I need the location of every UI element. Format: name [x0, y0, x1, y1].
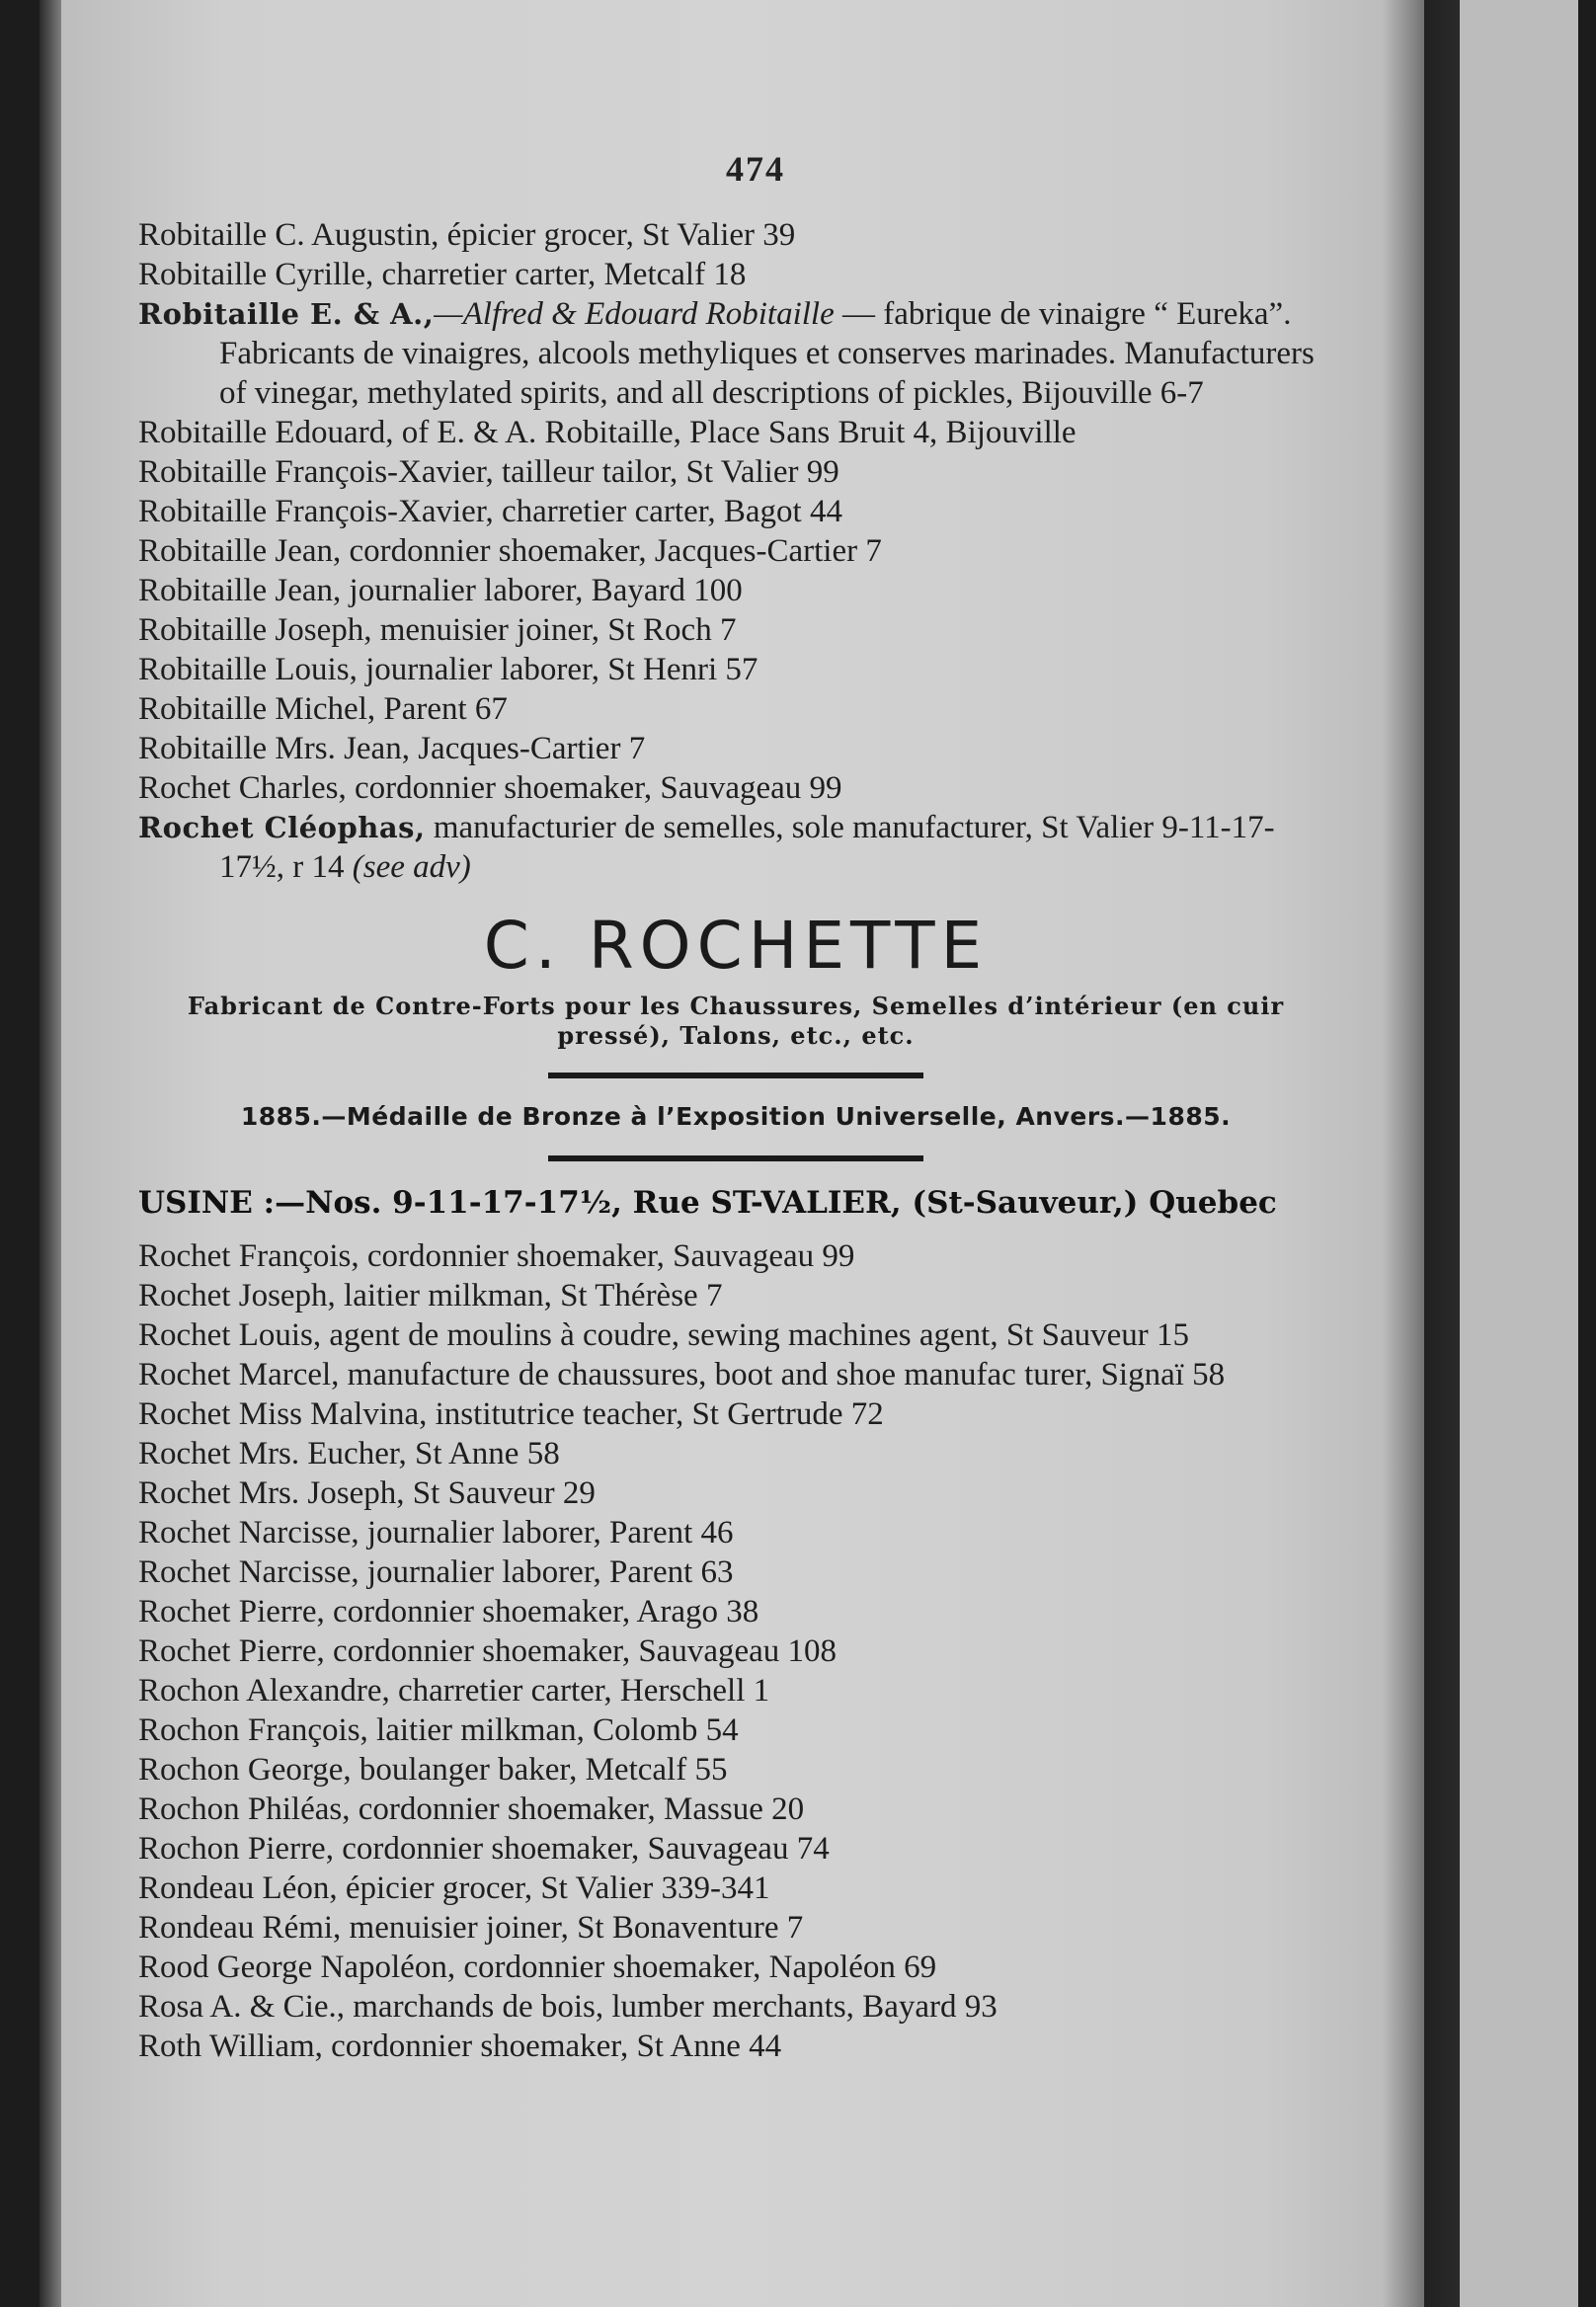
entry-text: Rochon Philéas, cordonnier shoemaker, Massue 20 [138, 1791, 805, 1827]
directory-entry [138, 1869, 1333, 1908]
entry-text: Rochet Joseph, laitier milkman, St Thérèse 7 [138, 1278, 723, 1313]
entry-bold-name: Rochet Cléophas, [138, 811, 426, 844]
entry-text: Robitaille Jean, journalier laborer, Bayard 100 [138, 573, 743, 608]
entry-text: Rosa A. & Cie., marchands de bois, lumber merchants, Bayard 93 [138, 1989, 998, 2025]
entry-text: Rochet Marcel, manufacture de chaussures, boot and shoe manufac turer, Signaï 58 [138, 1357, 1226, 1392]
ad-subtitle: Fabricant de Contre-Forts pour les Chaussures, Semelles d’intérieur (en cuir pressé), Talons, etc., etc. [187, 992, 1285, 1050]
directory-entry [138, 215, 1333, 255]
entry-text: Robitaille Michel, Parent 67 [138, 691, 508, 727]
directory-entry [138, 729, 1333, 768]
page-number: 474 [726, 149, 785, 189]
directory-entry [138, 1473, 1333, 1513]
directory-entry [138, 650, 1333, 689]
directory-entry [138, 255, 1333, 294]
directory-entry [138, 1355, 1333, 1394]
entry-text: Rood George Napoléon, cordonnier shoemaker, Napoléon 69 [138, 1949, 937, 1985]
entry-text: Rochet Mrs. Joseph, St Sauveur 29 [138, 1475, 596, 1511]
directory-entry [138, 413, 1333, 452]
directory-entry [138, 1948, 1333, 1987]
directory-entry [138, 1987, 1333, 2027]
entry-bold-name: Robitaille E. & A., [138, 297, 435, 331]
entry-italic-text: —Alfred & Edouard Robitaille [434, 296, 835, 332]
entry-text: Rochet Charles, cordonnier shoemaker, Sauvageau 99 [138, 770, 842, 806]
directory-entry [138, 1671, 1333, 1710]
directory-entry [138, 1908, 1333, 1948]
entry-text: Robitaille Cyrille, charretier carter, Metcalf 18 [138, 257, 747, 292]
entry-text: Rochet Louis, agent de moulins à coudre, sewing machines agent, St Sauveur 15 [138, 1317, 1190, 1353]
entry-text: Rochon Pierre, cordonnier shoemaker, Sauvageau 74 [138, 1831, 830, 1867]
entry-list-top [138, 215, 1333, 887]
ad-divider [548, 1155, 923, 1161]
entry-text: Robitaille François-Xavier, charretier carter, Bagot 44 [138, 494, 842, 529]
entry-text: Rochon François, laitier milkman, Colomb 54 [138, 1712, 739, 1748]
entry-text: Rondeau Léon, épicier grocer, St Valier 339-341 [138, 1870, 770, 1906]
entry-text: Rochet Pierre, cordonnier shoemaker, Arago 38 [138, 1594, 759, 1630]
directory-entry [138, 452, 1333, 492]
directory-entry [138, 1236, 1333, 1276]
entry-text: Rochet Narcisse, journalier laborer, Parent 63 [138, 1554, 734, 1590]
entry-text: Roth William, cordonnier shoemaker, St Anne 44 [138, 2029, 782, 2064]
directory-entry [138, 689, 1333, 729]
directory-entry [138, 294, 1333, 413]
entry-text: Rondeau Rémi, menuisier joiner, St Bonaventure 7 [138, 1910, 804, 1946]
entry-text: Robitaille Joseph, menuisier joiner, St Roch 7 [138, 612, 737, 648]
directory-listing [138, 215, 1333, 2066]
directory-entry [138, 1829, 1333, 1869]
entry-text: Robitaille Mrs. Jean, Jacques-Cartier 7 [138, 731, 646, 766]
entry-text: Robitaille Jean, cordonnier shoemaker, Jacques-Cartier 7 [138, 533, 882, 569]
facing-page-edge [1460, 0, 1578, 2307]
entry-text: Rochet Narcisse, journalier laborer, Parent 46 [138, 1515, 734, 1551]
entry-text: Rochet Miss Malvina, institutrice teacher, St Gertrude 72 [138, 1396, 884, 1432]
directory-entry [138, 768, 1333, 808]
directory-entry [138, 1750, 1333, 1790]
directory-entry [138, 531, 1333, 571]
directory-entry [138, 571, 1333, 610]
directory-entry [138, 1552, 1333, 1592]
ad-factory-address: USINE :—Nos. 9-11-17-17½, Rue ST-VALIER, (St-Sauveur,) Quebec [138, 1185, 1277, 1221]
directory-entry [138, 1790, 1333, 1829]
directory-entry [138, 1276, 1333, 1315]
rochette-advertisement [138, 907, 1333, 1223]
entry-text: Rochet Pierre, cordonnier shoemaker, Sauvageau 108 [138, 1633, 838, 1669]
directory-entry [138, 1434, 1333, 1473]
entry-text: manufacturier de semelles, sole manufacturer, St Valier 9-11-17-17½, r 14 [219, 810, 1275, 885]
entry-text: Robitaille C. Augustin, épicier grocer, St Valier 39 [138, 217, 796, 253]
entry-text: Rochon Alexandre, charretier carter, Herschell 1 [138, 1673, 770, 1709]
entry-text: Robitaille Louis, journalier laborer, St Henri 57 [138, 652, 758, 687]
entry-text: Robitaille François-Xavier, tailleur tailor, St Valier 99 [138, 454, 839, 490]
entry-text: Robitaille Edouard, of E. & A. Robitaille, Place Sans Bruit 4, Bijouville [138, 415, 1077, 450]
entry-text: Rochet Mrs. Eucher, St Anne 58 [138, 1436, 560, 1472]
ad-medal-line: 1885.—Médaille de Bronze à l’Exposition Universelle, Anvers.—1885. [240, 1102, 1232, 1131]
entry-italic-note: (see adv) [352, 849, 471, 885]
entry-text: — fabrique de vinaigre “ Eureka”. Fabricants de vinaigres, alcools methyliques et conserves marinades. Manufacturers of vinegar, methylated spirits, and all descriptions of pickles, Bijouville 6-7 [219, 296, 1315, 411]
ad-title: C. ROCHETTE [483, 908, 989, 984]
entry-text: Rochon George, boulanger baker, Metcalf 55 [138, 1752, 728, 1788]
ad-divider [548, 1073, 923, 1078]
directory-entry [138, 1592, 1333, 1631]
directory-entry [138, 808, 1333, 887]
directory-entry [138, 1315, 1333, 1355]
directory-entry [138, 1710, 1333, 1750]
binding-gutter [1383, 0, 1462, 2307]
directory-entry [138, 2027, 1333, 2066]
directory-entry [138, 1513, 1333, 1552]
directory-entry [138, 1394, 1333, 1434]
entry-list-bottom [138, 1236, 1333, 2066]
entry-text: Rochet François, cordonnier shoemaker, Sauvageau 99 [138, 1238, 855, 1274]
directory-entry [138, 1631, 1333, 1671]
directory-entry [138, 610, 1333, 650]
directory-entry [138, 492, 1333, 531]
